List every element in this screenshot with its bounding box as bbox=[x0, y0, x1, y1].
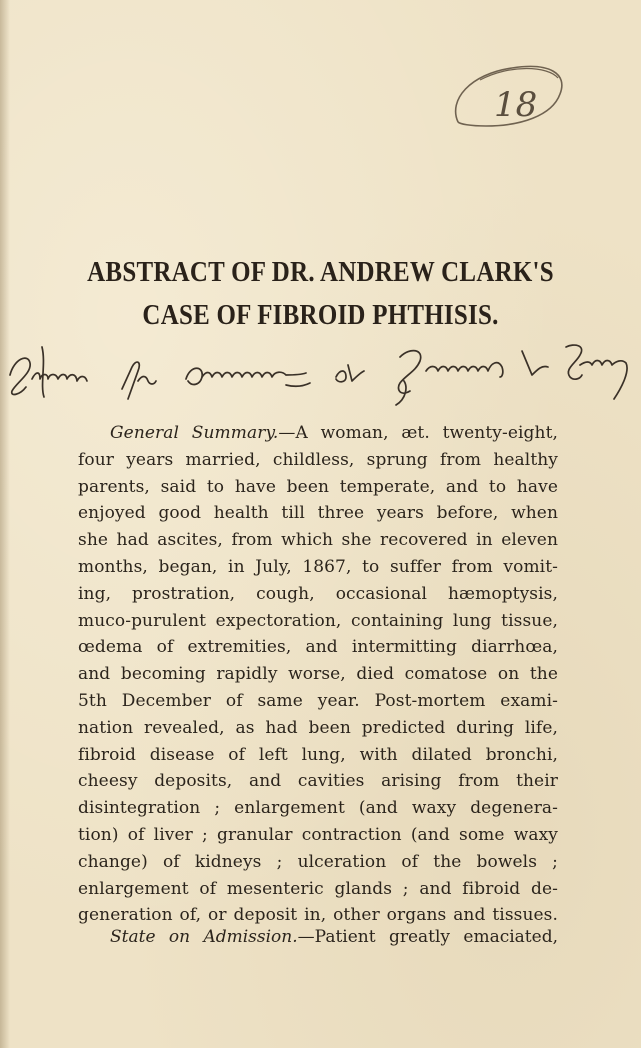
summary-line-8: œdema of extremities, and intermitting diarrhœa, bbox=[78, 637, 558, 658]
summary-line-2: parents, said to have been temperate, and to have bbox=[78, 476, 558, 497]
summary-line-11: nation revealed, as had been predicted during life, bbox=[78, 717, 558, 738]
handwritten-number-stamp bbox=[440, 60, 580, 140]
summary-line-5: months, began, in July, 1867, to suffer from vomit- bbox=[78, 556, 558, 577]
summary-line-4: she had ascites, from which she recovered in eleven bbox=[78, 530, 558, 551]
heading-line-2: CASE OF FIBROID PHTHISIS. bbox=[142, 299, 499, 331]
heading-line-1: ABSTRACT OF DR. ANDREW CLARK'S bbox=[87, 256, 554, 288]
handwritten-annotation bbox=[0, 335, 641, 410]
summary-line-16: change) of kidneys ; ulceration of the bowels ; bbox=[78, 851, 558, 872]
summary-line-0: —A woman, æt. twenty-eight, bbox=[278, 423, 558, 443]
summary-line-6: ing, prostration, cough, occasional hæmoptysis, bbox=[78, 583, 558, 604]
stamp-number: 18 bbox=[494, 85, 538, 125]
summary-line-14: disintegration ; enlargement (and waxy degenera- bbox=[78, 798, 558, 819]
summary-line-12: fibroid disease of left lung, with dilated bronchi, bbox=[78, 744, 558, 765]
summary-line-18: generation of, or deposit in, other organs and tissues. bbox=[78, 905, 558, 926]
summary-line-3: enjoyed good health till three years before, when bbox=[78, 503, 558, 524]
state-on-admission-lead: State on Admission. bbox=[110, 927, 298, 947]
general-summary-lead: General Summary. bbox=[110, 423, 279, 443]
page-edge-shadow bbox=[0, 0, 10, 1048]
summary-line-15: tion) of liver ; granular contraction (and some waxy bbox=[78, 824, 558, 845]
summary-line-9: and becoming rapidly worse, died comatose on the bbox=[78, 664, 558, 685]
state-on-admission-line bbox=[110, 924, 558, 950]
summary-line-10: 5th December of same year. Post-mortem exami- bbox=[78, 690, 558, 711]
general-summary-paragraph bbox=[78, 420, 558, 929]
summary-line-7: muco-purulent expectoration, containing lung tissue, bbox=[78, 610, 558, 631]
summary-line-1: four years married, childless, sprung from healthy bbox=[78, 449, 558, 470]
state-on-admission-text: —Patient greatly emaciated, bbox=[297, 927, 558, 947]
summary-line-13: cheesy deposits, and cavities arising from their bbox=[78, 771, 558, 792]
summary-line-17: enlargement of mesenteric glands ; and fibroid de- bbox=[78, 878, 558, 899]
summary-line-first bbox=[78, 420, 558, 447]
